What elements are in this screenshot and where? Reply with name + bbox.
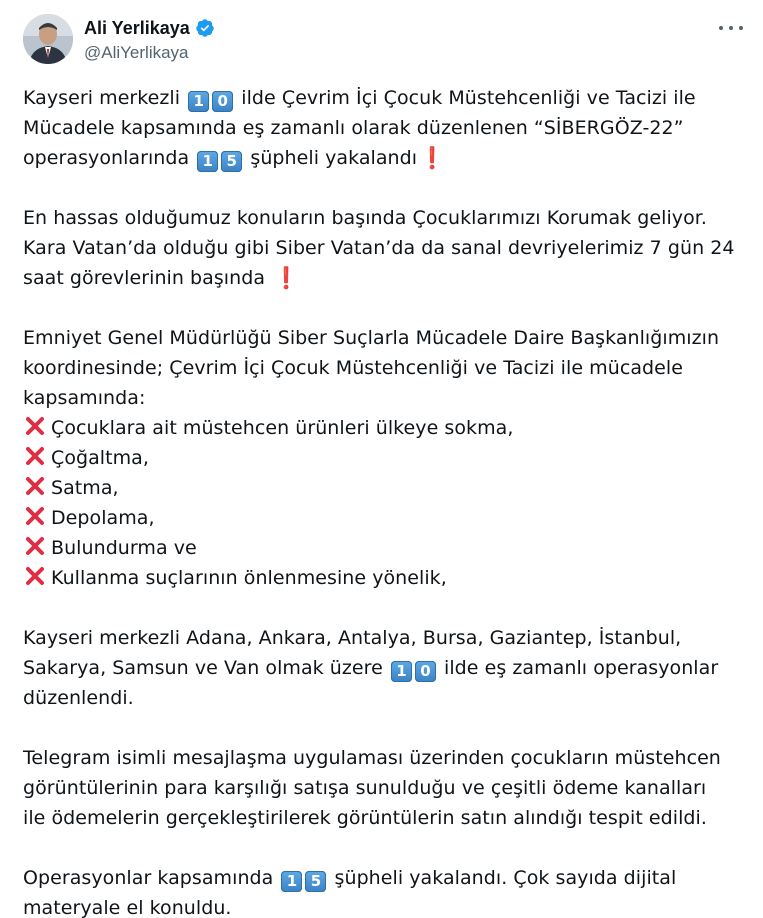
cross-mark-icon [23, 564, 47, 588]
cross-mark-icon [23, 534, 47, 558]
keycap-digit: 1 [188, 91, 209, 112]
verified-badge-icon[interactable] [195, 18, 215, 38]
tweet-header [23, 14, 747, 66]
tweet-line: Kayseri merkezli 1 0 ilde Çevrim İçi Çocuk Müstehcenliği ve Tacizi ile [23, 83, 743, 113]
tweet-text [23, 83, 743, 918]
tweet-line: operasyonlarında 1 5 şüpheli yakalandı❗ [23, 143, 743, 173]
keycap-digit: 5 [305, 871, 326, 892]
tweet-line: Telegram isimli mesajlaşma uygulaması üzerinden çocukların müstehcen [23, 747, 721, 769]
tweet-line: En hassas olduğumuz konuların başında Çocuklarımızı Korumak geliyor. [23, 207, 707, 229]
keycap-digit: 0 [212, 91, 233, 112]
tweet-line: Emniyet Genel Müdürlüğü Siber Suçlarla Mücadele Daire Başkanlığımızın [23, 327, 720, 349]
handle[interactable]: @AliYerlikaya [84, 43, 189, 62]
tweet-line: materyale el konuldu. [23, 897, 232, 918]
red-exclamation-icon: ❗ [419, 146, 446, 170]
list-item: Bulundurma ve [23, 533, 743, 563]
tweet-line: koordinesinde; Çevrim İçi Çocuk Müstehcenliği ve Tacizi ile mücadele [23, 357, 683, 379]
tweet-line: ile ödemelerin gerçekleştirilerek görüntülerin satın alındığı tespit edildi. [23, 807, 707, 829]
avatar[interactable] [23, 14, 73, 64]
tweet-line: Kara Vatan’da olduğu gibi Siber Vatan’da da sanal devriyelerimiz 7 gün 24 [23, 237, 735, 259]
cross-mark-icon [23, 504, 47, 528]
list-item: Çocuklara ait müstehcen ürünleri ülkeye sokma, [23, 413, 743, 443]
keycap-digit: 1 [391, 661, 412, 682]
tweet-line: saat görevlerinin başında ❗ [23, 263, 743, 293]
tweet-line: Operasyonlar kapsamında 1 5 şüpheli yakalandı. Çok sayıda dijital [23, 863, 743, 893]
keycap-number [197, 143, 242, 173]
tweet-line: Sakarya, Samsun ve Van olmak üzere 1 0 ilde eş zamanlı operasyonlar [23, 653, 743, 683]
keycap-number [188, 83, 233, 113]
tweet-line: düzenlendi. [23, 687, 134, 709]
keycap-number [391, 653, 436, 683]
tweet-line: Mücadele kapsamında eş zamanlı olarak düzenlenen “SİBERGÖZ-22” [23, 117, 684, 139]
tweet-line: kapsamında: [23, 387, 146, 409]
name-row [84, 16, 215, 40]
keycap-digit: 1 [197, 151, 218, 172]
display-name[interactable]: Ali Yerlikaya [84, 17, 190, 38]
cross-mark-icon [23, 474, 47, 498]
more-options-icon[interactable] [719, 18, 743, 38]
red-exclamation-icon: ❗ [273, 266, 300, 290]
list-item: Satma, [23, 473, 743, 503]
list-item: Kullanma suçlarının önlenmesine yönelik, [23, 563, 743, 593]
keycap-digit: 1 [281, 871, 302, 892]
author-block [84, 16, 215, 63]
keycap-digit: 0 [415, 661, 436, 682]
keycap-number [281, 863, 326, 893]
tweet-line: Kayseri merkezli Adana, Ankara, Antalya, Bursa, Gaziantep, İstanbul, [23, 627, 682, 649]
keycap-digit: 5 [221, 151, 242, 172]
avatar-image [23, 14, 73, 64]
cross-mark-icon [23, 444, 47, 468]
list-item: Depolama, [23, 503, 743, 533]
tweet-line: görüntülerinin para karşılığı satışa sunulduğu ve çeşitli ödeme kanalları [23, 777, 707, 799]
list-item: Çoğaltma, [23, 443, 743, 473]
cross-mark-icon [23, 414, 47, 438]
